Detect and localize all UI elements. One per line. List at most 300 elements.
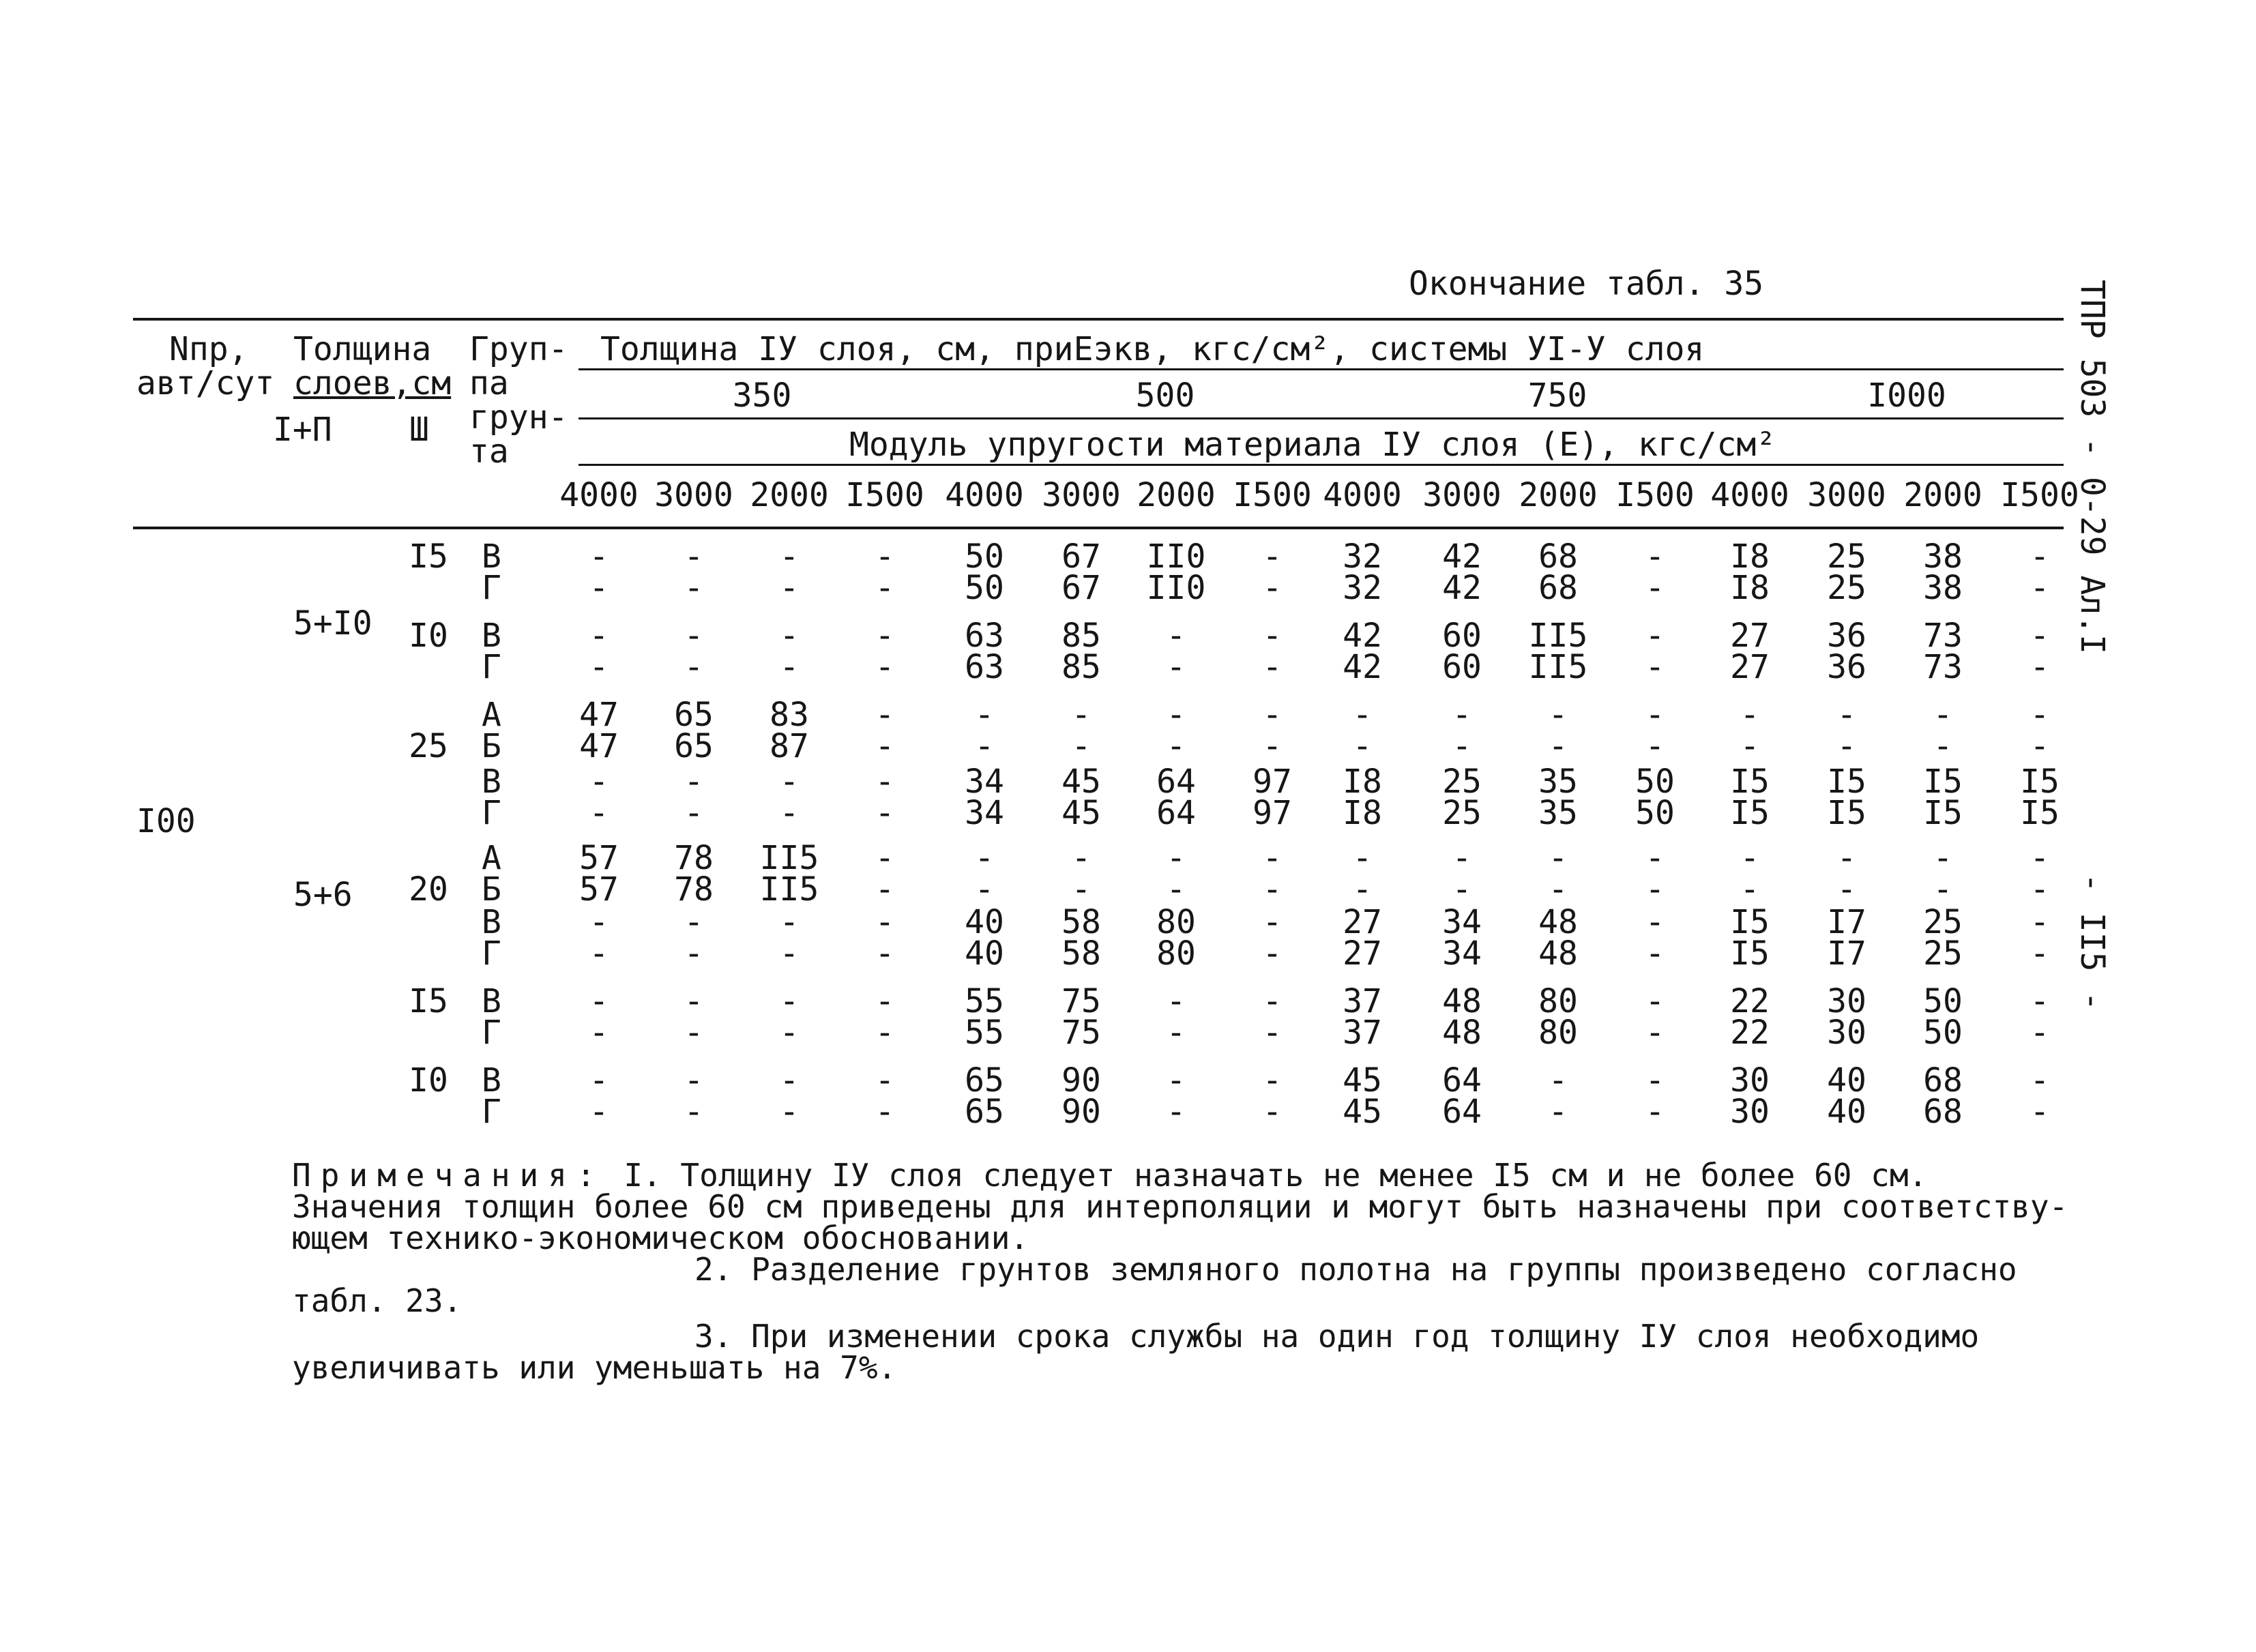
table-cell: 42 [1343, 648, 1382, 686]
table-cell: - [1071, 696, 1092, 734]
header-group-line2: па [469, 364, 509, 402]
table-cell: 85 [1061, 617, 1101, 655]
header-group-line4: та [469, 432, 509, 471]
table-cell: - [1548, 839, 1568, 877]
table-cell: 48 [1538, 903, 1578, 941]
table-cell: I5 [1827, 794, 1866, 832]
table-cell: - [684, 1093, 704, 1131]
table-cell: 25 [1442, 794, 1482, 832]
modulus-column-header: 2000 [1519, 476, 1598, 514]
table-cell: 42 [1343, 617, 1382, 655]
table-cell: 30 [1730, 1061, 1770, 1100]
table-cell: - [1645, 617, 1665, 655]
table-cell: - [1166, 617, 1186, 655]
table-cell: - [974, 870, 995, 909]
table-cell: 48 [1442, 982, 1482, 1020]
table-cell: 45 [1061, 794, 1101, 832]
table-cell: - [1452, 870, 1472, 909]
table-cell: 22 [1730, 1014, 1770, 1052]
notes-label: Примечания: [292, 1157, 605, 1194]
table-cell: - [1645, 1093, 1665, 1131]
modulus-column-header: 3000 [654, 476, 733, 514]
table-cell: I8 [1343, 794, 1382, 832]
table-cell: - [779, 1093, 800, 1131]
table-cell: - [589, 1093, 609, 1131]
table-cell: - [974, 839, 995, 877]
table-cell: - [684, 982, 704, 1020]
side-document-code: ТПР 503 - 0-29 Ал.I [2073, 280, 2111, 655]
table-cell: - [974, 696, 995, 734]
table-cell: - [589, 794, 609, 832]
modulus-column-header: 2000 [1137, 476, 1216, 514]
table-cell: II5 [1528, 648, 1588, 686]
header-thickness-sub1: I+П [273, 411, 332, 449]
table-cell: 35 [1538, 794, 1578, 832]
table-cell: I7 [1827, 903, 1866, 941]
table-cell: - [2030, 1093, 2050, 1131]
rule-under-modulus-title [578, 464, 2064, 466]
table-cell: 35 [1538, 763, 1578, 801]
table-cell: - [779, 617, 800, 655]
table-cell: - [1166, 1093, 1186, 1131]
table-cell: 50 [965, 569, 1004, 607]
table-cell: 90 [1061, 1093, 1101, 1131]
table-cell: - [1836, 870, 1857, 909]
soil-group: А [482, 696, 501, 734]
eqv-modulus-label: 500 [1135, 377, 1195, 415]
table-cell: - [875, 839, 895, 877]
table-cell: 40 [965, 934, 1004, 973]
layer-thickness-3: I5 [409, 537, 448, 576]
table-cell: I5 [1730, 934, 1770, 973]
table-cell: - [1262, 617, 1283, 655]
table-cell: - [779, 903, 800, 941]
table-cell: 50 [1923, 1014, 1963, 1052]
table-cell: - [875, 1061, 895, 1100]
table-cell: 45 [1343, 1093, 1382, 1131]
table-cell: I5 [2020, 763, 2060, 801]
soil-group: В [482, 1061, 501, 1100]
table-cell: - [1548, 1093, 1568, 1131]
table-cell: - [589, 1061, 609, 1100]
header-bottom-rule [133, 527, 2064, 529]
table-cell: - [974, 727, 995, 765]
table-cell: - [1740, 870, 1760, 909]
table-cell: I5 [1923, 794, 1963, 832]
table-cell: 48 [1442, 1014, 1482, 1052]
table-cell: - [1166, 648, 1186, 686]
table-cell: - [779, 1014, 800, 1052]
modulus-column-header: 3000 [1422, 476, 1501, 514]
table-cell: - [875, 727, 895, 765]
table-cell: - [1933, 696, 1953, 734]
layer-thickness-3: 20 [409, 870, 448, 909]
table-cell: II5 [759, 870, 819, 909]
table-cell: - [875, 696, 895, 734]
table-cell: - [2030, 696, 2050, 734]
table-cell: - [2030, 617, 2050, 655]
table-cell: 73 [1923, 617, 1963, 655]
table-cell: 37 [1343, 982, 1382, 1020]
soil-group: Г [482, 569, 501, 607]
eqv-modulus-label: I000 [1867, 377, 1946, 415]
soil-group: Г [482, 1093, 501, 1131]
table-cell: 68 [1923, 1093, 1963, 1131]
table-cell: - [1166, 870, 1186, 909]
table-cell: - [589, 1014, 609, 1052]
table-cell: - [1071, 870, 1092, 909]
table-cell: 67 [1061, 537, 1101, 576]
table-cell: I5 [1730, 794, 1770, 832]
table-cell: - [684, 1014, 704, 1052]
table-cell: 34 [965, 763, 1004, 801]
table-cell: - [875, 903, 895, 941]
table-cell: 68 [1538, 537, 1578, 576]
table-cell: - [779, 934, 800, 973]
table-cell: - [1352, 870, 1373, 909]
table-cell: - [875, 934, 895, 973]
table-cell: 68 [1923, 1061, 1963, 1100]
table-cell: - [1933, 870, 1953, 909]
table-cell: 65 [965, 1061, 1004, 1100]
side-page-number: - II5 - [2073, 873, 2111, 1012]
table-cell: - [875, 982, 895, 1020]
table-cell: 34 [1442, 903, 1482, 941]
layer-thickness-3: I0 [409, 617, 448, 655]
table-cell: - [1166, 1014, 1186, 1052]
table-cell: - [875, 1014, 895, 1052]
modulus-column-header: 4000 [945, 476, 1024, 514]
table-cell: I5 [1923, 763, 1963, 801]
table-cell: - [1645, 648, 1665, 686]
table-cell: 87 [770, 727, 809, 765]
table-cell: 57 [579, 839, 619, 877]
table-cell: - [875, 1093, 895, 1131]
table-cell: - [779, 794, 800, 832]
table-cell: 42 [1442, 537, 1482, 576]
table-cell: II0 [1146, 569, 1206, 607]
header-n-line1: Nпр, [169, 330, 248, 368]
modulus-column-header: 4000 [1710, 476, 1789, 514]
table-cell: 40 [1827, 1061, 1866, 1100]
table-cell: - [1352, 696, 1373, 734]
table-cell: - [779, 1061, 800, 1100]
table-cell: - [2030, 727, 2050, 765]
table-cell: - [1262, 934, 1283, 973]
table-cell: - [1740, 727, 1760, 765]
table-cell: - [1262, 727, 1283, 765]
table-cell: 65 [674, 696, 714, 734]
table-cell: 27 [1730, 648, 1770, 686]
table-cell: I5 [1730, 903, 1770, 941]
table-cell: 73 [1923, 648, 1963, 686]
modulus-header-title: Модуль упругости материала IУ слоя (Е), кгс/см² [849, 426, 1776, 464]
table-cell: - [779, 569, 800, 607]
table-cell: - [1836, 839, 1857, 877]
table-cell: - [779, 648, 800, 686]
table-cell: - [684, 617, 704, 655]
table-cell: - [1262, 1093, 1283, 1131]
table-cell: 50 [965, 537, 1004, 576]
table-cell: 60 [1442, 648, 1482, 686]
table-cell: 34 [965, 794, 1004, 832]
table-cell: - [589, 648, 609, 686]
table-cell: 80 [1538, 1014, 1578, 1052]
header-thickness-line1: Толщина [293, 330, 432, 368]
soil-group: Б [482, 870, 501, 909]
table-cell: - [589, 569, 609, 607]
table-cell: 27 [1730, 617, 1770, 655]
table-cell: - [684, 569, 704, 607]
table-cell: - [684, 537, 704, 576]
table-cell: - [1645, 1061, 1665, 1100]
table-cell: 34 [1442, 934, 1482, 973]
table-cell: 65 [674, 727, 714, 765]
table-cell: 25 [1923, 903, 1963, 941]
table-cell: - [2030, 870, 2050, 909]
modulus-column-header: 2000 [1903, 476, 1982, 514]
table-cell: 45 [1061, 763, 1101, 801]
table-cell: - [1166, 839, 1186, 877]
table-cell: 90 [1061, 1061, 1101, 1100]
header-group-line3: грун- [469, 398, 568, 437]
modulus-column-header: I500 [1615, 476, 1695, 514]
table-cell: - [1645, 569, 1665, 607]
table-cell: - [1836, 727, 1857, 765]
table-cell: 64 [1442, 1061, 1482, 1100]
table-cell: - [1262, 839, 1283, 877]
table-cell: - [2030, 1061, 2050, 1100]
header-group-line1: Груп- [469, 330, 568, 368]
note-1-line-2: Значения толщин более 60 см приведены для интерполяции и могут быть назначены при соответству- [292, 1188, 2068, 1225]
table-cell: - [1452, 727, 1472, 765]
soil-group: В [482, 903, 501, 941]
table-cell: 63 [965, 617, 1004, 655]
table-cell: - [1262, 982, 1283, 1020]
rule-under-title [578, 368, 2064, 370]
note-1-text-a: I. Толщину IУ слоя следует назначать не менее I5 см и не более 60 см. [624, 1157, 1928, 1194]
table-cell: I7 [1827, 934, 1866, 973]
rule-under-eqv [578, 417, 2064, 419]
layer-thickness-5-10: 5+I0 [293, 604, 372, 643]
note-3-line-2: увеличивать или уменьшать на 7%. [292, 1349, 897, 1386]
table-cell: 38 [1923, 569, 1963, 607]
table-cell: - [1262, 870, 1283, 909]
table-cell: I5 [2020, 794, 2060, 832]
soil-group: Г [482, 934, 501, 973]
table-cell: - [2030, 934, 2050, 973]
modulus-column-header: I500 [1233, 476, 1312, 514]
table-cell: 45 [1343, 1061, 1382, 1100]
table-cell: 30 [1827, 1014, 1866, 1052]
soil-group: А [482, 839, 501, 877]
table-cell: - [2030, 648, 2050, 686]
table-cell: 27 [1343, 934, 1382, 973]
table-cell: - [875, 617, 895, 655]
table-cell: - [2030, 1014, 2050, 1052]
table-cell: 78 [674, 839, 714, 877]
table-cell: - [684, 763, 704, 801]
table-cell: II5 [1528, 617, 1588, 655]
table-cell: 55 [965, 982, 1004, 1020]
table-cell: - [1645, 934, 1665, 973]
table-cell: - [1836, 696, 1857, 734]
table-cell: I8 [1730, 537, 1770, 576]
table-cell: - [2030, 537, 2050, 576]
table-cell: - [779, 763, 800, 801]
table-cell: - [875, 763, 895, 801]
note-1-line-3: ющем технико-экономическом обосновании. [292, 1220, 1029, 1256]
table-cell: 63 [965, 648, 1004, 686]
table-cell: 80 [1156, 934, 1196, 973]
note-3-line-1: 3. При изменении срока службы на один год толщину IУ слоя необходимо [694, 1318, 1980, 1355]
table-cell: 30 [1730, 1093, 1770, 1131]
table-cell: I8 [1730, 569, 1770, 607]
table-cell: 36 [1827, 617, 1866, 655]
table-cell: - [589, 763, 609, 801]
modulus-column-header: 3000 [1807, 476, 1886, 514]
table-cell: 47 [579, 727, 619, 765]
table-cell: II5 [759, 839, 819, 877]
table-cell: 50 [1635, 794, 1675, 832]
table-cell: 32 [1343, 569, 1382, 607]
layer-thickness-3: I5 [409, 982, 448, 1020]
table-cell: - [1352, 727, 1373, 765]
table-cell: - [589, 903, 609, 941]
note-2-line-1: 2. Разделение грунтов земляного полотна на группы произведено согласно [694, 1251, 2017, 1288]
table-cell: - [2030, 903, 2050, 941]
table-cell: 38 [1923, 537, 1963, 576]
table-cell: I8 [1343, 763, 1382, 801]
table-cell: 83 [770, 696, 809, 734]
table-cell: - [684, 903, 704, 941]
modulus-column-header: 4000 [1323, 476, 1402, 514]
layer-thickness-3: 25 [409, 727, 448, 765]
table-cell: 80 [1538, 982, 1578, 1020]
table-cell: - [589, 537, 609, 576]
table-cell: - [1645, 982, 1665, 1020]
table-cell: II0 [1146, 537, 1206, 576]
modulus-column-header: 2000 [750, 476, 829, 514]
soil-group: В [482, 763, 501, 801]
table-cell: I5 [1827, 763, 1866, 801]
table-cell: - [1071, 727, 1092, 765]
table-cell: 58 [1061, 934, 1101, 973]
table-cell: - [1262, 696, 1283, 734]
table-cell: - [875, 569, 895, 607]
table-cell: 97 [1252, 763, 1292, 801]
table-cell: - [1645, 727, 1665, 765]
table-cell: - [589, 934, 609, 973]
header-thickness-sub2: Ш [409, 411, 429, 449]
table-cell: 57 [579, 870, 619, 909]
table-cell: 50 [1923, 982, 1963, 1020]
table-cell: - [1645, 1014, 1665, 1052]
table-cell: - [2030, 839, 2050, 877]
table-cell: I5 [1730, 763, 1770, 801]
soil-group: Б [482, 727, 501, 765]
table-cell: 85 [1061, 648, 1101, 686]
note-1-line-1 [292, 1157, 2134, 1194]
table-cell: - [684, 794, 704, 832]
table-cell: - [1452, 696, 1472, 734]
table-cell: - [1262, 1061, 1283, 1100]
table-cell: 25 [1827, 569, 1866, 607]
table-cell: 67 [1061, 569, 1101, 607]
table-cell: - [589, 982, 609, 1020]
table-cell: 80 [1156, 903, 1196, 941]
table-cell: 47 [579, 696, 619, 734]
eqv-modulus-label: 750 [1527, 377, 1587, 415]
note-2-line-2: табл. 23. [292, 1282, 463, 1319]
table-cell: - [1166, 696, 1186, 734]
table-cell: - [1548, 1061, 1568, 1100]
notes-block [292, 1157, 2134, 1386]
table-cell: 75 [1061, 1014, 1101, 1052]
table-cell: - [875, 537, 895, 576]
table-cell: - [2030, 982, 2050, 1020]
table-cell: - [684, 934, 704, 973]
table-cell: - [684, 648, 704, 686]
table-cell: - [1262, 1014, 1283, 1052]
table-cell: 68 [1538, 569, 1578, 607]
table-cell: 30 [1827, 982, 1866, 1020]
modulus-column-header: 4000 [559, 476, 639, 514]
table-cell: - [1548, 727, 1568, 765]
table-cell: 55 [965, 1014, 1004, 1052]
soil-group: В [482, 537, 501, 576]
table-cell: 27 [1343, 903, 1382, 941]
table-cell: - [875, 648, 895, 686]
table-cell: 37 [1343, 1014, 1382, 1052]
table-cell: 78 [674, 870, 714, 909]
table-cell: - [1352, 839, 1373, 877]
table-cell: - [1645, 903, 1665, 941]
main-header-title: Толщина IУ слоя, см, приEэкв, кгс/см², системы УI-У слоя [600, 330, 1705, 368]
table-cell: - [1740, 839, 1760, 877]
table-cell: 32 [1343, 537, 1382, 576]
soil-group: Г [482, 794, 501, 832]
table-cell: - [1262, 569, 1283, 607]
modulus-column-header: 3000 [1042, 476, 1121, 514]
table-cell: 65 [965, 1093, 1004, 1131]
table-cell: 64 [1442, 1093, 1482, 1131]
table-cell: - [684, 1061, 704, 1100]
table-cell: - [1452, 839, 1472, 877]
table-cell: 42 [1442, 569, 1482, 607]
soil-group: Г [482, 648, 501, 686]
table-cell: - [589, 617, 609, 655]
header-thickness-line2: слоев,см [293, 364, 452, 402]
table-cell: - [1262, 648, 1283, 686]
continuation-caption: Окончание табл. 35 [1409, 265, 1764, 303]
modulus-column-header: I500 [845, 476, 924, 514]
soil-group: В [482, 617, 501, 655]
table-cell: 22 [1730, 982, 1770, 1020]
table-cell: 64 [1156, 794, 1196, 832]
top-rule [133, 318, 2064, 321]
table-cell: - [1645, 870, 1665, 909]
modulus-column-header: I500 [2000, 476, 2079, 514]
table-cell: 25 [1442, 763, 1482, 801]
table-cell: - [1740, 696, 1760, 734]
table-cell: - [779, 537, 800, 576]
table-cell: 25 [1827, 537, 1866, 576]
table-cell: - [1548, 870, 1568, 909]
table-cell: - [1166, 1061, 1186, 1100]
table-cell: - [1548, 696, 1568, 734]
table-cell: 60 [1442, 617, 1482, 655]
